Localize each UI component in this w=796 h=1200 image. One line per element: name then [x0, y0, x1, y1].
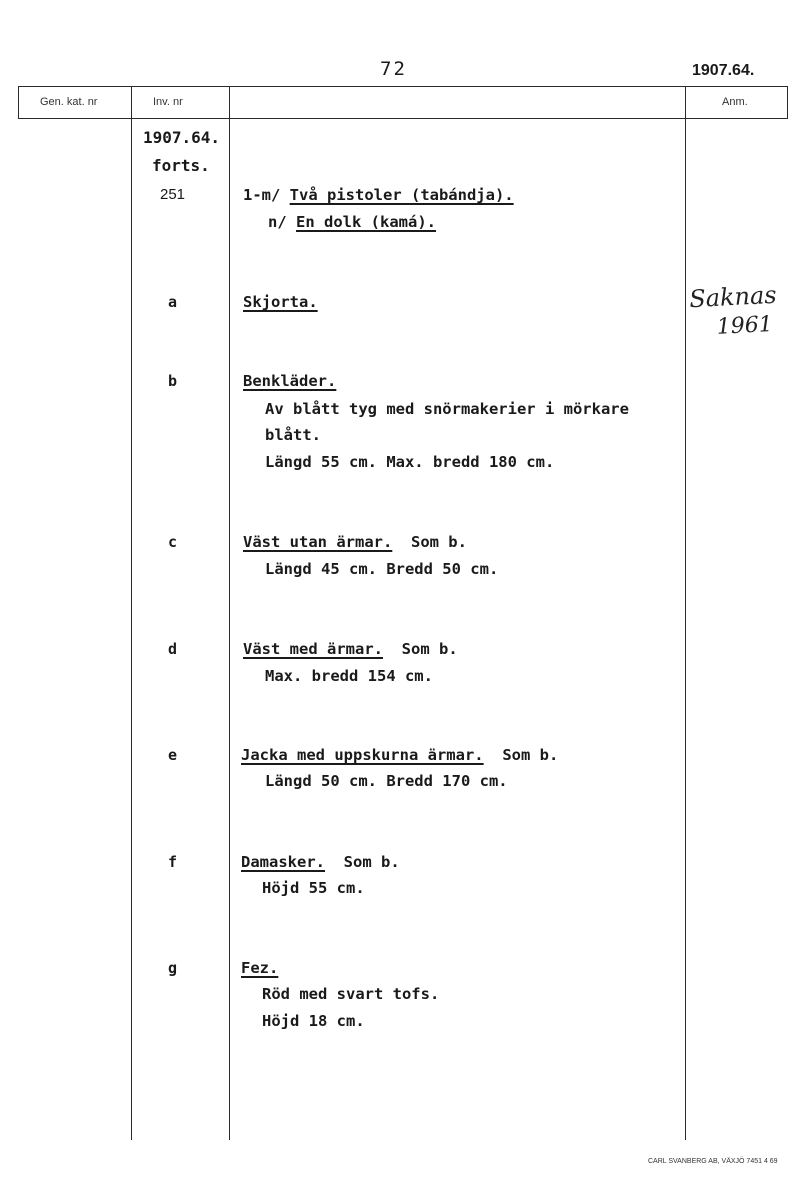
entry-description-line: Av blått tyg med snörmakerier i mörkare	[265, 400, 629, 418]
entry-title-text: Väst utan ärmar.	[243, 533, 393, 551]
entry-title-text: Väst med ärmar.	[243, 640, 383, 658]
entry-description-line: Röd med svart tofs.	[262, 985, 440, 1003]
inventory-accession: 1907.64.	[143, 128, 221, 147]
entry-title-suffix: Som b.	[410, 533, 467, 551]
entry-main-line1	[243, 186, 514, 204]
entry-main-line2	[268, 213, 436, 231]
entry-description-line: Max. bredd 154 cm.	[265, 667, 433, 685]
entry-title-suffix: Som b.	[343, 853, 400, 871]
right-edge-rule	[787, 86, 788, 118]
anm-column-rule	[685, 86, 686, 1140]
annotation-year: 1961	[716, 311, 774, 340]
entry-description-line: blått.	[265, 426, 321, 444]
inv-column-rule	[229, 86, 230, 1140]
inventory-continued: forts.	[152, 156, 210, 175]
printer-imprint: CARL SVANBERG AB, VÄXJÖ 7451 4 69	[648, 1158, 778, 1165]
entry-description-line: Längd 45 cm. Bredd 50 cm.	[265, 560, 499, 578]
entry-title-text: Jacka med uppskurna ärmar.	[241, 746, 484, 764]
handwritten-annotation	[688, 280, 778, 344]
entry-main-line2-prefix: n/	[268, 213, 287, 231]
entry-title-text: Benkläder.	[243, 372, 337, 390]
column-header-inv: Inv. nr	[153, 96, 183, 108]
annotation-word: Saknas	[688, 280, 778, 314]
entry-letter: d	[168, 640, 178, 658]
header-accession-number: 1907.64.	[692, 62, 755, 79]
inventory-number: 251	[160, 186, 186, 203]
entry-title-text: Skjorta.	[243, 293, 318, 311]
entry-title	[241, 959, 278, 977]
entry-main-line1-title: Två pistoler (tabándja).	[289, 186, 514, 204]
entry-title	[243, 372, 336, 390]
entry-description-line: Höjd 18 cm.	[262, 1012, 365, 1030]
entry-letter: c	[168, 533, 178, 551]
entry-title-suffix: Som b.	[502, 746, 559, 764]
header-rule	[18, 118, 788, 119]
entry-letter: f	[168, 853, 178, 871]
entry-title-text: Damasker.	[241, 853, 325, 871]
entry-description-line: Längd 55 cm. Max. bredd 180 cm.	[265, 453, 555, 471]
entry-main-line2-title: En dolk (kamá).	[296, 213, 436, 231]
entry-title	[241, 746, 558, 764]
entry-title-text: Fez.	[241, 959, 279, 977]
entry-title-suffix: Som b.	[401, 640, 458, 658]
gen-kat-column-rule	[131, 86, 132, 1140]
entry-title	[243, 293, 318, 311]
entry-letter: e	[168, 746, 178, 764]
left-edge-rule	[18, 86, 19, 118]
entry-letter: b	[168, 372, 178, 390]
entry-title	[241, 853, 400, 871]
column-header-anm: Anm.	[722, 96, 748, 108]
column-header-gen-kat: Gen. kat. nr	[40, 96, 98, 108]
entry-title	[243, 640, 458, 658]
entry-main-line1-prefix: 1-m/	[243, 186, 281, 204]
entry-letter: g	[168, 959, 178, 977]
entry-title	[243, 533, 467, 551]
entry-description-line: Höjd 55 cm.	[262, 879, 365, 897]
entry-letter: a	[168, 293, 178, 311]
top-rule	[18, 86, 788, 87]
entry-description-line: Längd 50 cm. Bredd 170 cm.	[265, 772, 508, 790]
page-number: 72	[380, 58, 407, 80]
